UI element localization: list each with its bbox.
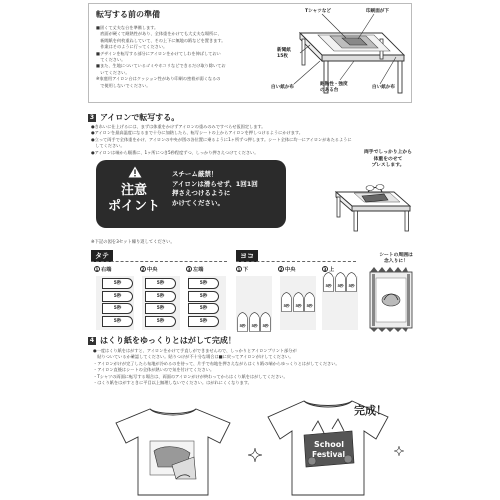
press-spot-5sec	[335, 272, 346, 292]
caution-tag: 注意 ポイント	[107, 183, 160, 214]
tate-step-label: 右端	[101, 267, 112, 273]
press-spot-5sec: 5秒	[102, 303, 133, 314]
press-spot-5sec	[346, 272, 357, 292]
prep-line: ■また、生地についているゴミやホコリなどできるだけ取り除いてお	[96, 63, 226, 69]
press-spot-5sec: 5秒	[188, 316, 219, 327]
step-circle: 2	[141, 267, 145, 272]
peel-line: ・Tシャツの両面に転写する場合は、両面のアイロンがけが終わってからはくり紙をはがしてください。	[93, 373, 288, 379]
sparkle-icon	[248, 448, 262, 462]
yoko-step-label: 上	[329, 267, 335, 273]
iron-heading	[88, 112, 179, 123]
tate-step-2	[140, 266, 157, 273]
press-spot-label: 5秒	[325, 284, 332, 288]
press-spot-5sec	[281, 292, 292, 312]
iron-line: してください。	[91, 143, 125, 149]
peel-text-block	[93, 348, 413, 386]
tate-step-label: 左端	[193, 267, 204, 273]
step-circle: 3	[323, 267, 327, 272]
peel-line: ・アイロン直後はシートの全体が熱いので気を付けてください。	[93, 367, 215, 373]
peel-line: ・はくり紙をはがすときに平目以上無理しないでください。はがれにくくなります。	[93, 380, 252, 386]
step-number: 3	[89, 113, 95, 121]
press-spot-5sec	[237, 312, 248, 332]
press-spot-5sec: 5秒	[145, 303, 176, 314]
press-spot-5sec: 5秒	[188, 291, 219, 302]
iron-title: アイロンで転写する。	[100, 113, 180, 122]
peel-line: ・アイロンがけが完了したら布地が冷めるのを待って、片手で布地を押さえながらはくり紙の端からゆっくりとはがしてください。	[93, 360, 340, 366]
festival-text: Festival	[312, 450, 346, 459]
prep-line: てください。	[96, 57, 126, 63]
press-spot-5sec: 5秒	[102, 316, 133, 327]
peel-line: 貼りついているか確認してください。貼りつけが不十分な場合は■に戻ってアイロンがけしてください。	[93, 354, 294, 360]
step-circle: 1	[237, 267, 241, 272]
prep-line: ■固くて丈夫な台を準備します。	[96, 25, 159, 30]
yoko-step-label: 中央	[285, 267, 296, 273]
prep-line: 作業はそのように行ってください。	[96, 44, 168, 50]
label-white-paper-left: 白い紙か布	[271, 85, 294, 90]
iron-line: ●きれいに仕上げるには、まずは体重をかけずアイロンの重みのみですべらせ仮固定します。	[91, 124, 266, 129]
press-spot-5sec	[249, 312, 260, 332]
step-circle: 3	[187, 267, 191, 272]
press-spot-label: 5秒	[306, 304, 313, 308]
press-spot-label: 5秒	[348, 284, 355, 288]
prep-line: で使用しないでください。	[96, 82, 151, 88]
iron-line: ●立って両手で全体重をかけ、アイロンの中央が図の各位置に乗るように1ヶ所ずつ押します。シート全体に均一にアイロンがあたるように	[91, 136, 352, 142]
tate-step-1	[94, 266, 111, 273]
prep-line: 底面が硬くて耐熱性があり、全体重をかけても大丈夫な場所に、	[96, 31, 222, 37]
prep-title-text: 転写する前の準備	[96, 10, 160, 19]
label-white-paper-right: 白い紙か布	[372, 85, 395, 90]
prep-title	[96, 9, 160, 20]
sheet-note: シートの周囲は 念入りに！	[379, 253, 413, 265]
yoko-step-2	[278, 266, 295, 273]
press-spot-5sec: 5秒	[145, 316, 176, 327]
sparkle-icon	[394, 446, 404, 456]
yoko-tag: ヨコ	[236, 250, 258, 262]
iron-line: ●アイロンを最高温度になるまで十分に加熱したら、転写シートの上からアイロンを押しつけるようにかけます。	[91, 130, 303, 136]
peel-title: はくり紙をゆっくりとはがして完成！	[100, 336, 236, 345]
prep-line: 新聞紙を何枚重ねしていて、その上下に無地の紙などを置きます。	[96, 37, 226, 43]
press-spot-label: 5秒	[294, 304, 302, 308]
press-spot-5sec: 5秒	[188, 303, 219, 314]
prep-line: ■デザインを転写する部分にアイロンをかけてしわを伸ばしておい	[96, 50, 221, 56]
press-spot-5sec	[323, 272, 334, 292]
step-number: 4	[89, 336, 95, 344]
tate-step-label: 中央	[147, 267, 158, 273]
press-spot-label: 5秒	[283, 304, 290, 308]
prep-line: ※家庭用アイロン台はクッション性があり印刷の密着が弱くなるの	[96, 76, 221, 82]
label-heat-board: 耐熱性・強度 のある台	[320, 82, 348, 93]
press-spot-5sec	[304, 292, 315, 312]
press-spot-label: 5秒	[239, 324, 246, 328]
press-spot-5sec	[260, 312, 271, 332]
prep-line: いてください。	[96, 69, 130, 75]
press-spot-label: 5秒	[336, 284, 344, 288]
done-label: 完成！	[354, 404, 387, 417]
diagram-note: ※下記の図を3セット繰り返してください。	[91, 240, 175, 245]
press-note: 両手でしっかり上から 体重をのせて プレスします。	[364, 150, 412, 168]
sheet-edge-illustration	[364, 266, 418, 332]
press-spot-5sec: 5秒	[102, 278, 133, 289]
warning-icon	[128, 166, 142, 178]
school-text: School	[314, 440, 344, 449]
label-print-down: 印刷面が下	[366, 9, 389, 14]
press-spot-5sec: 5秒	[145, 278, 176, 289]
press-spot-5sec: 5秒	[188, 278, 219, 289]
tate-underline	[91, 261, 227, 262]
iron-line: ●アイロンは端から順番に、1ヶ所につき5秒程度ずつ、しっかり押さえつけてください。	[91, 149, 259, 155]
step-circle: 1	[95, 267, 99, 272]
yoko-step-1	[236, 266, 248, 273]
step-circle: 2	[279, 267, 283, 272]
label-tshirt: Tシャツなど	[305, 9, 332, 14]
tate-step-3	[186, 266, 203, 273]
press-spot-5sec	[293, 292, 304, 312]
press-spot-label: 5秒	[250, 324, 258, 328]
press-spot-5sec: 5秒	[145, 291, 176, 302]
press-spot-5sec: 5秒	[102, 291, 133, 302]
yoko-underline	[236, 261, 356, 262]
label-newspaper: 新聞紙 15枚	[277, 48, 291, 59]
press-spot-label: 5秒	[262, 324, 269, 328]
peel-line: ●一度はくり紙をはがすと、アイロンをかけて手直しができませんので、しっかりとアイロンプリント部分が	[93, 348, 297, 353]
caution-text: スチーム厳禁！ アイロンは滑らせず、1回1回 押さえつけるように かけてください。	[172, 170, 258, 207]
tshirt-peeling-illustration	[110, 405, 238, 497]
tate-tag: タテ	[91, 250, 113, 262]
peel-heading	[88, 335, 236, 346]
yoko-step-label: 下	[243, 267, 249, 273]
